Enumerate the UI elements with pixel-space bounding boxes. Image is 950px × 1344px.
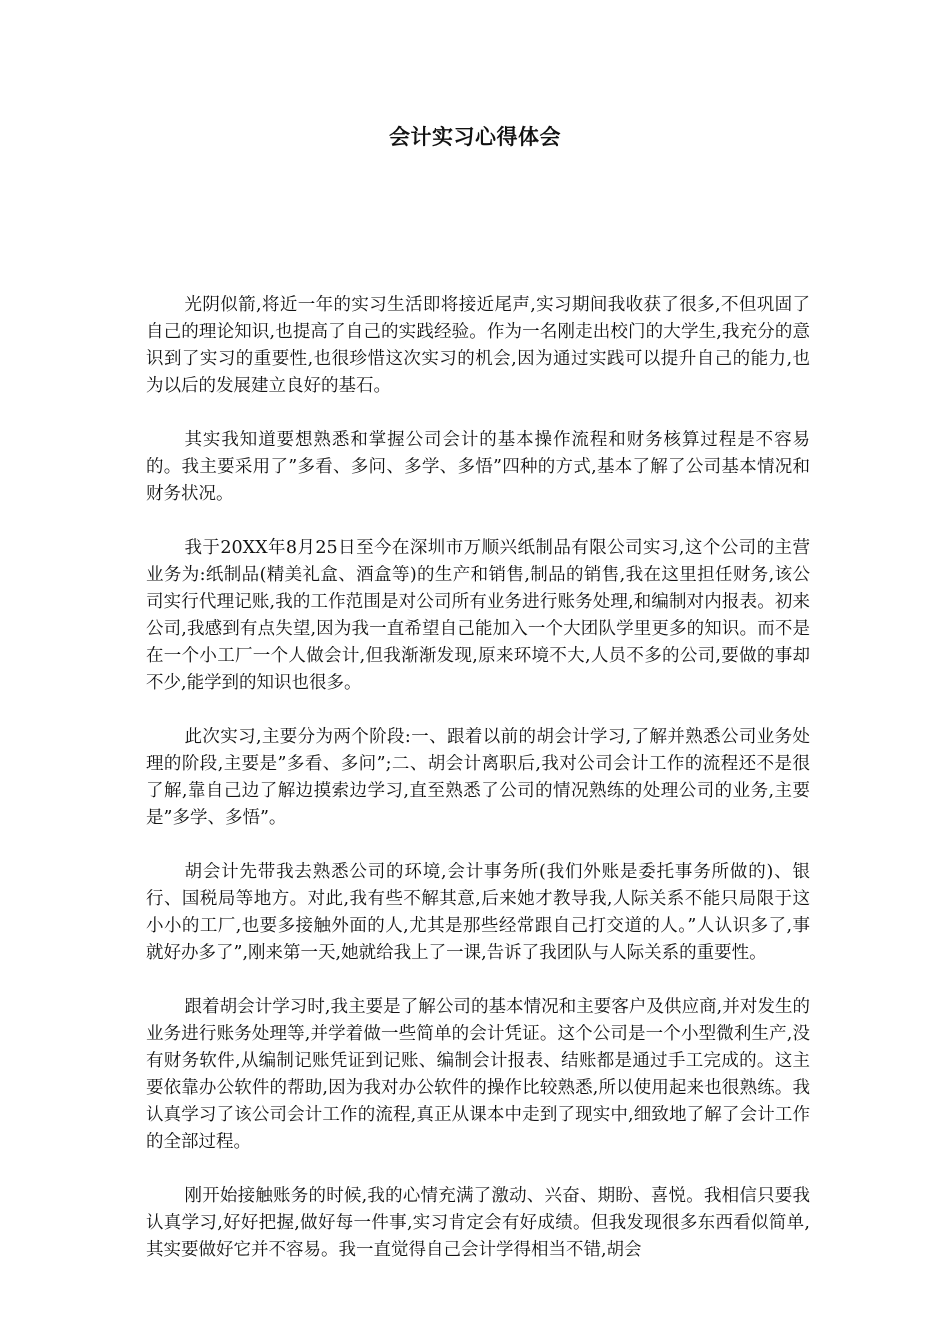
paragraph-1: 光阴似箭,将近一年的实习生活即将接近尾声,实习期间我收获了很多,不但巩固了自己的理论知识,也提高了自己的实践经验。作为一名刚走出校门的大学生,我充分的意识到了实习的重要性,也很珍惜这次实习的机会,因为通过实践可以提升自己的能力,也为以后的发展建立良好的基石。 bbox=[146, 295, 810, 396]
paragraph-4: 此次实习,主要分为两个阶段:一、跟着以前的胡会计学习,了解并熟悉公司业务处理的阶段,主要是”多看、多问”;二、胡会计离职后,我对公司会计工作的流程还不是很了解,靠自己边了解边摸索边学习,直至熟悉了公司的情况熟练的处理公司的业务,主要是”多学、多悟”。 bbox=[146, 727, 810, 828]
document-body bbox=[146, 292, 810, 1264]
document-title: 会计实习心得体会 bbox=[389, 125, 561, 149]
paragraph-2: 其实我知道要想熟悉和掌握公司会计的基本操作流程和财务核算过程是不容易的。我主要采用了”多看、多问、多学、多悟”四种的方式,基本了解了公司基本情况和财务状况。 bbox=[146, 430, 810, 504]
paragraph-7: 刚开始接触账务的时候,我的心情充满了激动、兴奋、期盼、喜悦。我相信只要我认真学习,好好把握,做好每一件事,实习肯定会有好成绩。但我发现很多东西看似简单,其实要做好它并不容易。我一直觉得自己会计学得相当不错,胡会 bbox=[146, 1186, 810, 1260]
paragraph-5: 胡会计先带我去熟悉公司的环境,会计事务所(我们外账是委托事务所做的)、银行、国税局等地方。对此,我有些不解其意,后来她才教导我,人际关系不能只局限于这小小的工厂,也要多接触外面的人,尤其是那些经常跟自己打交道的人。”人认识多了,事就好办多了”,刚来第一天,她就给我上了一课,告诉了我团队与人际关系的重要性。 bbox=[146, 862, 810, 963]
paragraph-6: 跟着胡会计学习时,我主要是了解公司的基本情况和主要客户及供应商,并对发生的业务进行账务处理等,并学着做一些简单的会计凭证。这个公司是一个小型微利生产,没有财务软件,从编制记账凭证到记账、编制会计报表、结账都是通过手工完成的。这主要依靠办公软件的帮助,因为我对办公软件的操作比较熟悉,所以使用起来也很熟练。我认真学习了该公司会计工作的流程,真正从课本中走到了现实中,细致地了解了会计工作的全部过程。 bbox=[146, 997, 810, 1152]
paragraph-3: 我于20XX年8月25日至今在深圳市万顺兴纸制品有限公司实习,这个公司的主营业务为:纸制品(精美礼盒、酒盒等)的生产和销售,制品的销售,我在这里担任财务,该公司实行代理记账,我的工作范围是对公司所有业务进行账务处理,和编制对内报表。初来公司,我感到有点失望,因为我一直希望自己能加入一个大团队学里更多的知识。而不是在一个小工厂一个人做会计,但我渐渐发现,原来环境不大,人员不多的公司,要做的事却不少,能学到的知识也很多。 bbox=[146, 538, 810, 693]
